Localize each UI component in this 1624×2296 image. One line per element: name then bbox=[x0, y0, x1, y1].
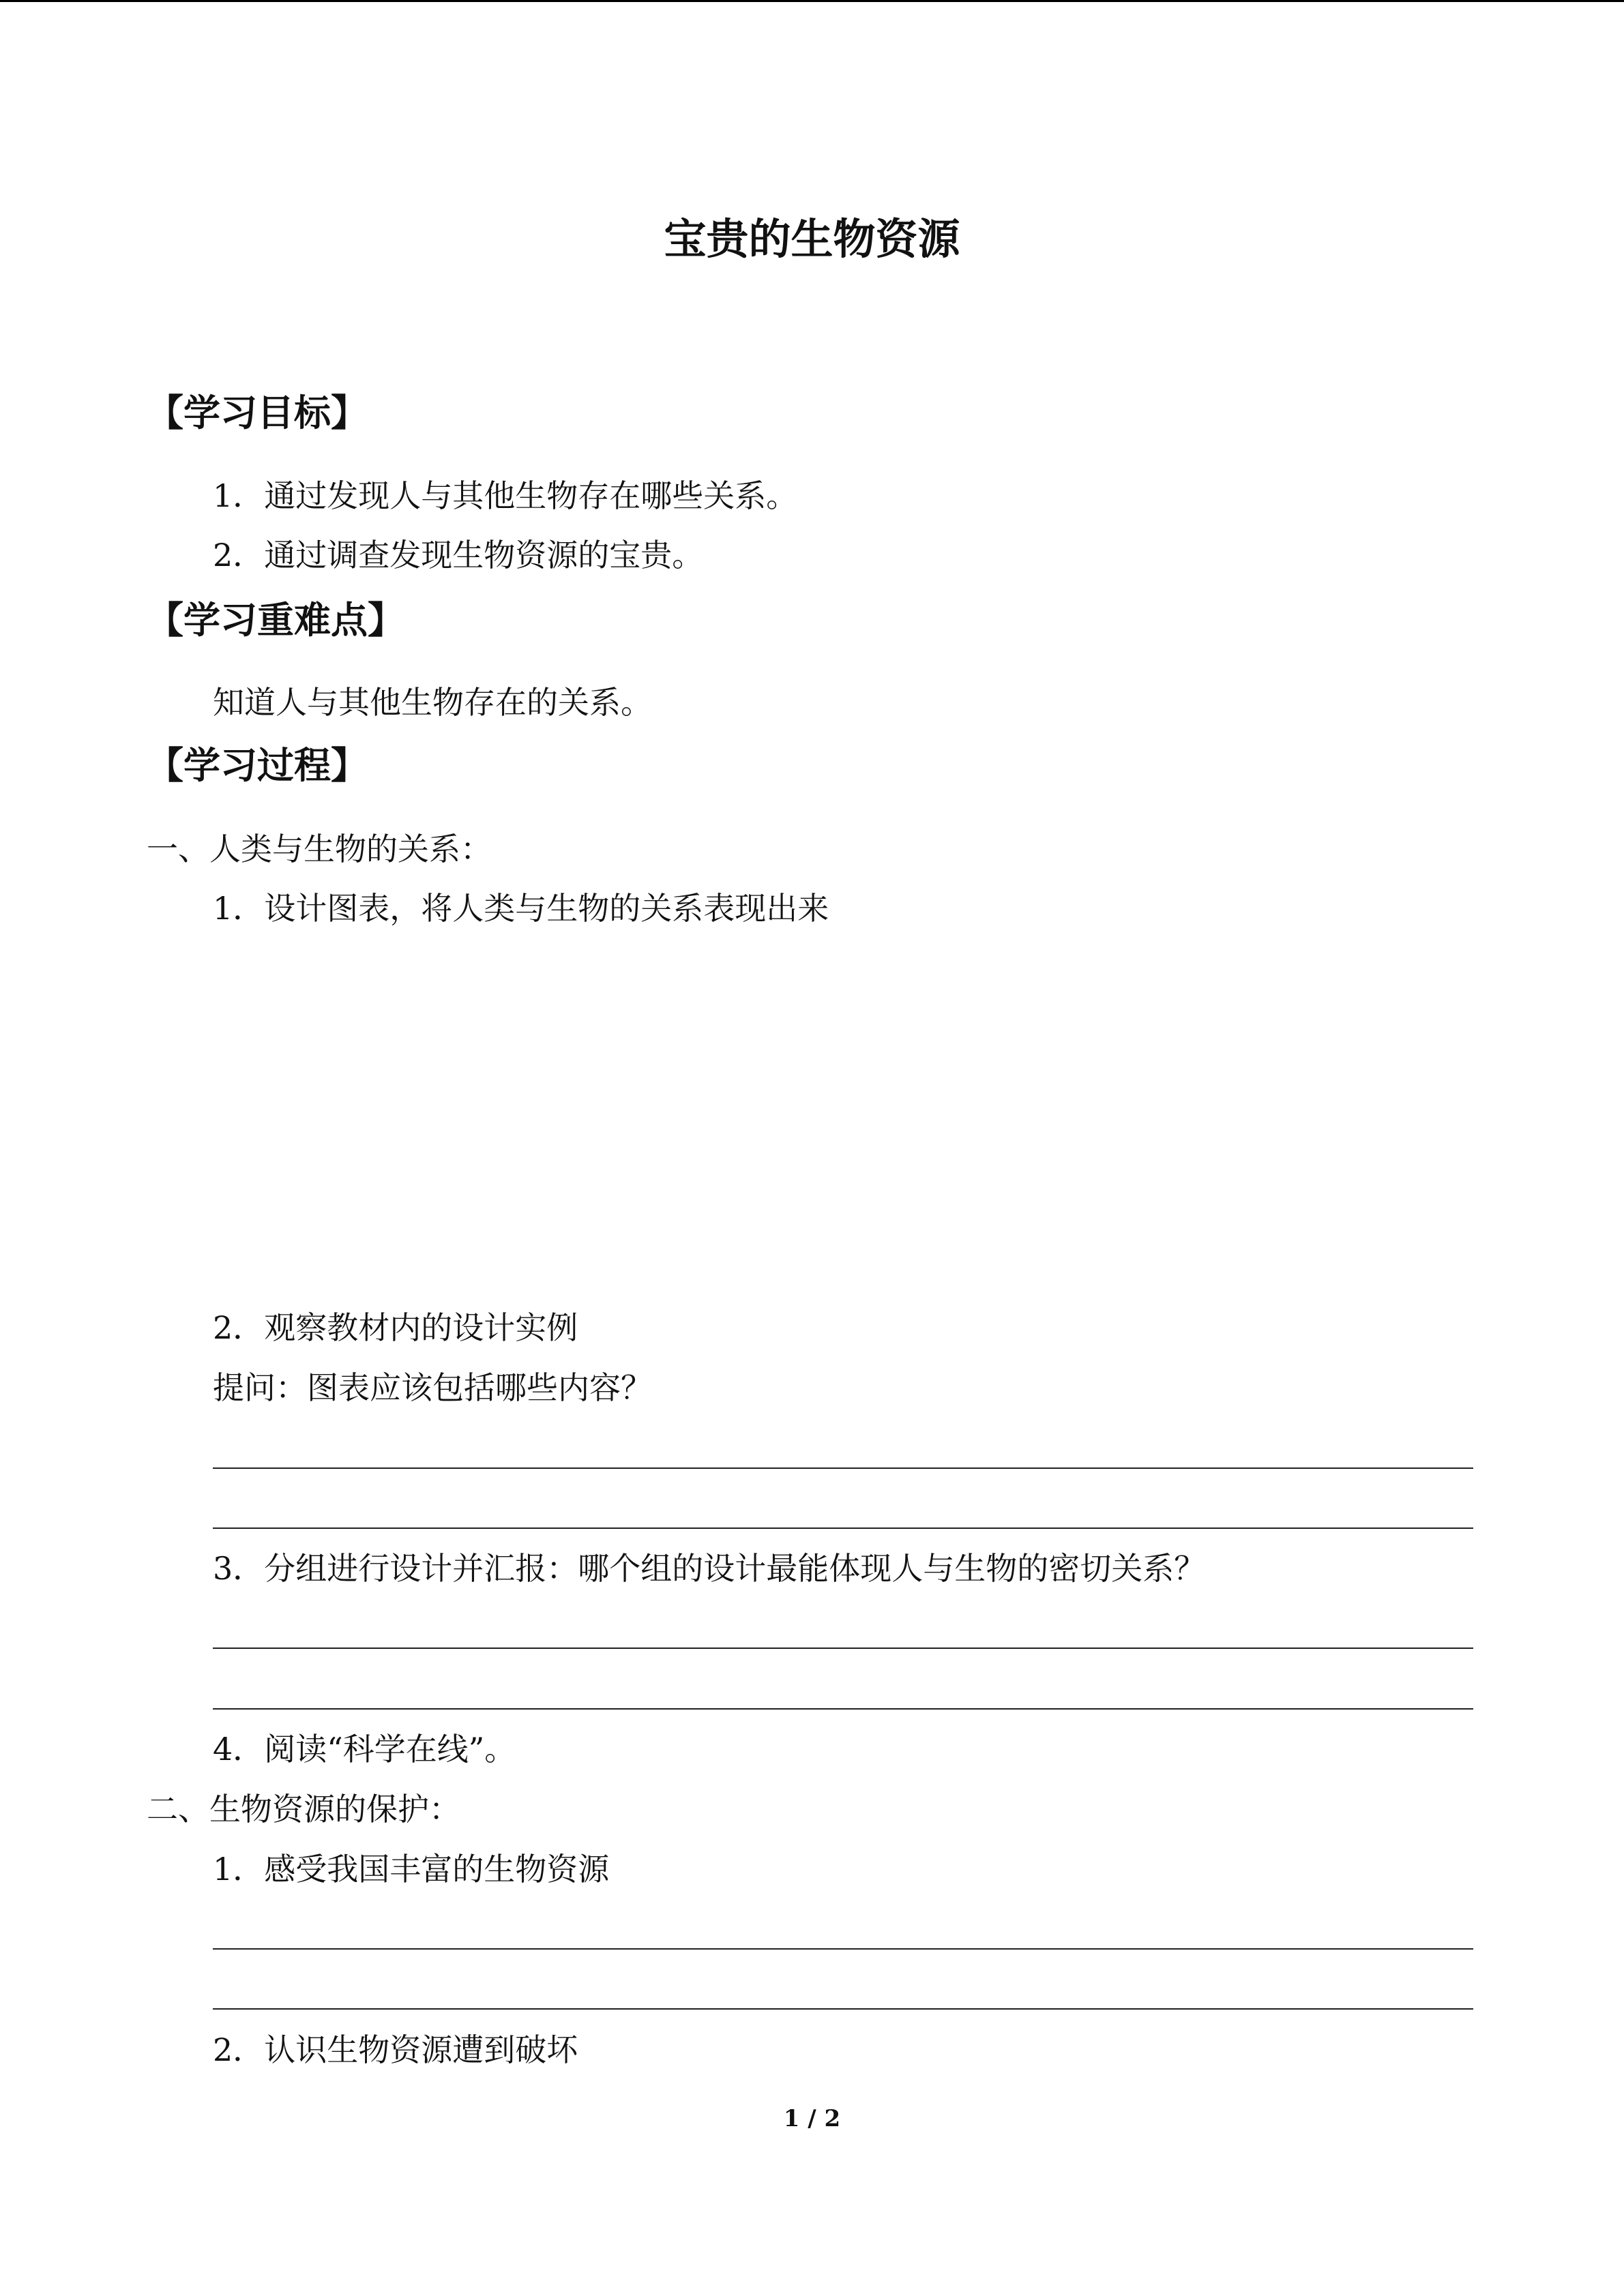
objectives-heading: 【学习目标】 bbox=[147, 391, 368, 434]
answer-line bbox=[213, 2008, 1473, 2010]
part1-heading: 一、人类与生物的关系： bbox=[147, 831, 492, 867]
part2-step2: 2．认识生物资源遭到破坏 bbox=[213, 2031, 578, 2068]
answer-line bbox=[213, 1648, 1473, 1649]
page-title: 宝贵的生物资源 bbox=[664, 214, 960, 264]
part2-heading: 二、生物资源的保护： bbox=[147, 1791, 460, 1828]
answer-line bbox=[213, 1467, 1473, 1469]
part1-step2: 2．观察教材内的设计实例 bbox=[213, 1309, 578, 1346]
answer-line bbox=[213, 1948, 1473, 1950]
answer-line bbox=[213, 1527, 1473, 1529]
part2-step1: 1．感受我国丰富的生物资源 bbox=[213, 1851, 610, 1888]
key-points-heading: 【学习重难点】 bbox=[147, 598, 404, 642]
part1-question: 提问：图表应该包括哪些内容？ bbox=[213, 1369, 652, 1406]
key-points-text: 知道人与其他生物存在的关系。 bbox=[213, 684, 652, 721]
part1-step1: 1．设计图表，将人类与生物的关系表现出来 bbox=[213, 890, 829, 927]
part1-step3: 3．分组进行设计并汇报：哪个组的设计最能体现人与生物的密切关系？ bbox=[213, 1550, 1206, 1587]
process-heading: 【学习过程】 bbox=[147, 743, 368, 787]
page-number: 1 / 2 bbox=[783, 2105, 841, 2132]
answer-line bbox=[213, 1708, 1473, 1710]
objective-item-1: 1．通过发现人与其他生物存在哪些关系。 bbox=[213, 477, 798, 514]
page-top-border bbox=[0, 0, 1624, 2]
objective-item-2: 2．通过调查发现生物资源的宝贵。 bbox=[213, 537, 704, 573]
part1-step4: 4．阅读“科学在线”。 bbox=[213, 1731, 516, 1768]
